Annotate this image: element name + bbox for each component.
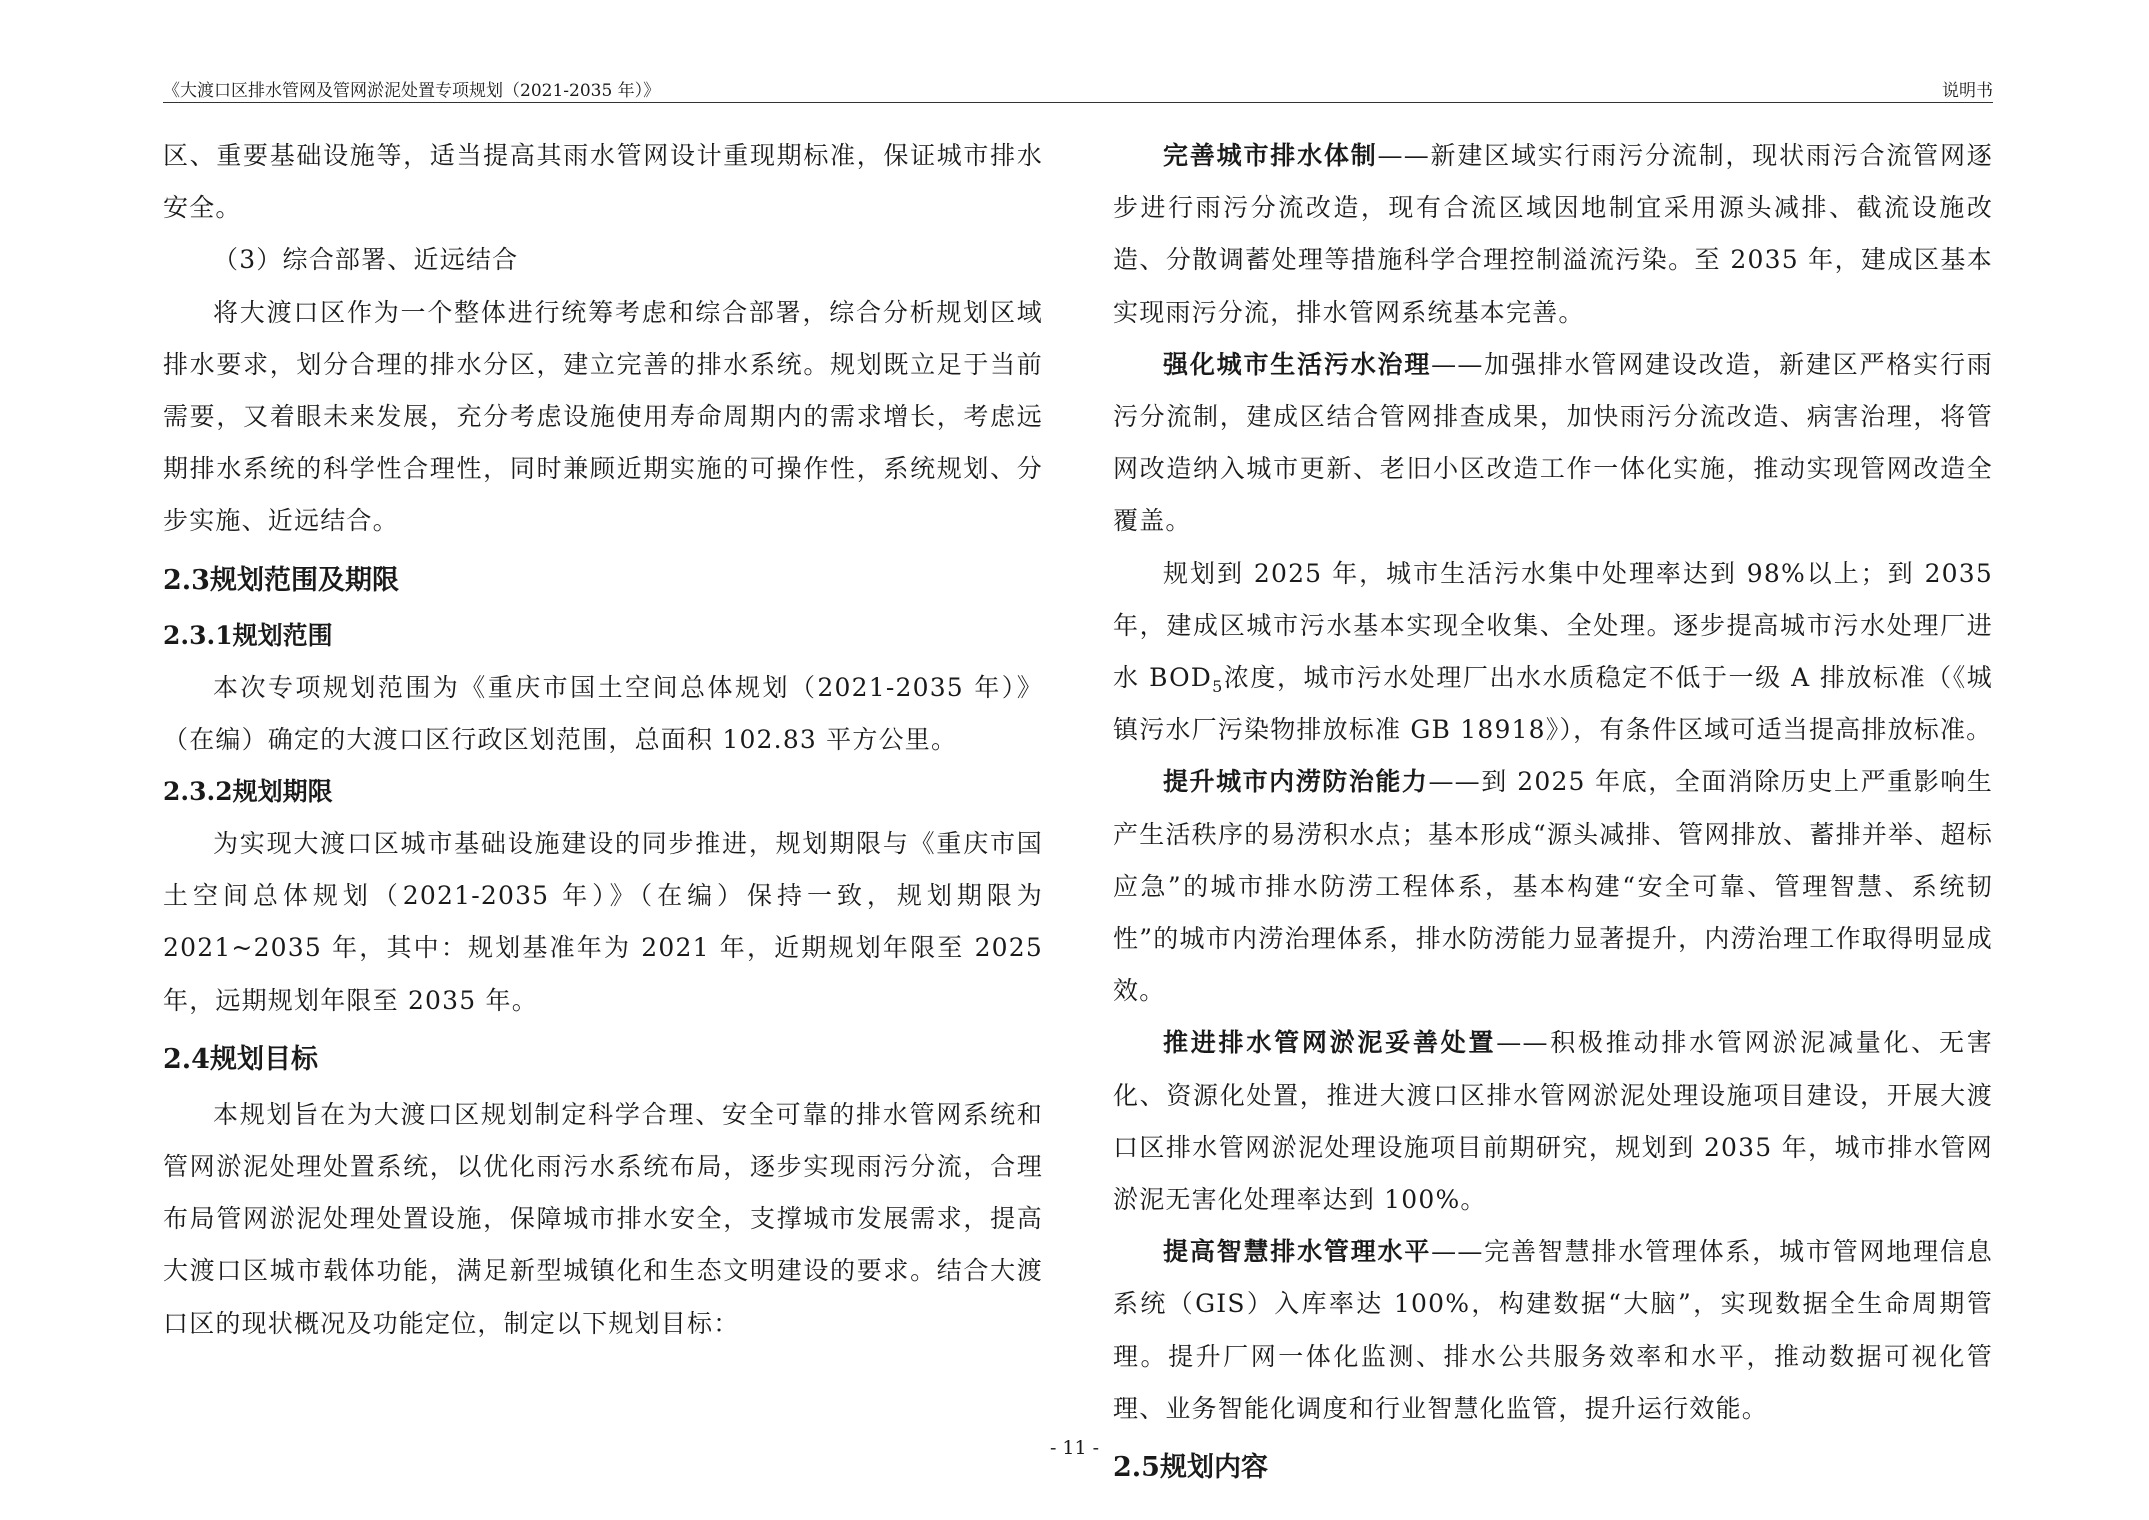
- goal-text: ——到 2025 年底，全面消除历史上严重影响生产生活秩序的易涝积水点；基本形成“源头减排、管网排放、蓄排并举、超标应急”的城市排水防涝工程体系，基本构建“安全可靠、管理智慧、系统韧性”的城市内涝治理体系，排水防涝能力显著提升，内涝治理工作取得明显成效。: [1113, 767, 1993, 1006]
- goal-paragraph: [1113, 1226, 1993, 1435]
- text-run: 规划到 2025 年，城市生活污水集中处理率达到 98%以上；到 2035 年，建成区城市污水基本实现全收集、全处理。逐步提高城市污水处理厂进水 BOD: [1113, 558, 1993, 693]
- goal-title: 完善城市排水体制: [1163, 141, 1378, 170]
- left-column: [163, 130, 1043, 1350]
- goal-paragraph: [1113, 130, 1993, 339]
- right-column: [1113, 130, 1993, 1497]
- goal-paragraph: [1113, 1017, 1993, 1226]
- goal-text: ——加强排水管网建设改造，新建区严格实行雨污分流制，建成区结合管网排查成果，加快雨污分流改造、病害治理，将管网改造纳入城市更新、老旧小区改造工作一体化实施，推动实现管网改造全覆盖。: [1113, 349, 1993, 536]
- goal-text: ——新建区域实行雨污分流制，现状雨污合流管网逐步进行雨污分流改造，现有合流区域因地制宜采用源头减排、截流设施改造、分散调蓄处理等措施科学合理控制溢流污染。至 2035 年，建成区基本实现雨污分流，排水管网系统基本完善。: [1113, 141, 1993, 327]
- document-type-label: 说明书: [1942, 81, 1993, 101]
- goal-text: ——完善智慧排水管理体系，城市管网地理信息系统（GIS）入库率达 100%，构建数据“大脑”，实现数据全生命周期管理。提升厂网一体化监测、排水公共服务效率和水平，推动数据可视化管理、业务智能化调度和行业智慧化监管，提升运行效能。: [1113, 1237, 1993, 1423]
- subscript: 5: [1212, 677, 1224, 697]
- principle-heading: （3）综合部署、近远结合: [213, 245, 519, 275]
- paragraph: [1113, 548, 1993, 757]
- goal-text: ——积极推动排水管网淤泥减量化、无害化、资源化处置，推进大渡口区排水管网淤泥处理设施项目建设，开展大渡口区排水管网淤泥处理设施项目前期研究，规划到 2035 年，城市排水管网淤泥无害化处理率达到 100%。: [1113, 1028, 1994, 1215]
- goal-title: 提升城市内涝防治能力: [1163, 767, 1429, 797]
- section-heading-2-4: 2.4规划目标: [163, 1043, 318, 1075]
- paragraph: 将大渡口区作为一个整体进行统筹考虑和综合部署，综合分析规划区域排水要求，划分合理的排水分区，建立完善的排水系统。规划既立足于当前需要，又着眼未来发展，充分考虑设施使用寿命周期内的需求增长，考虑远期排水系统的科学性合理性，同时兼顾近期实施的可操作性，系统规划、分步实施、近远结合。: [163, 297, 1043, 536]
- text-run: 浓度，城市污水处理厂出水水质稳定不低于一级 A 排放标准（《城镇污水厂污染物排放标准 GB 18918》），有条件区域可适当提高排放标准。: [1113, 663, 1994, 745]
- page-header: [163, 72, 1993, 103]
- goal-paragraph: [1113, 339, 1993, 548]
- goal-title: 推进排水管网淤泥妥善处置: [1163, 1028, 1497, 1058]
- goal-title: 强化城市生活污水治理: [1163, 349, 1432, 379]
- paragraph: 本规划旨在为大渡口区规划制定科学合理、安全可靠的排水管网系统和管网淤泥处理处置系统，以优化雨污水系统布局，逐步实现雨污分流，合理布局管网淤泥处理处置设施，保障城市排水安全，支撑城市发展需求，提高大渡口区城市载体功能，满足新型城镇化和生态文明建设的要求。结合大渡口区的现状概况及功能定位，制定以下规划目标：: [163, 1099, 1043, 1338]
- section-heading-2-5: 2.5规划内容: [1113, 1452, 1268, 1484]
- paragraph: 区、重要基础设施等，适当提高其雨水管网设计重现期标准，保证城市排水安全。: [163, 141, 1043, 223]
- section-heading-2-3: 2.3规划范围及期限: [163, 564, 399, 596]
- paragraph: 为实现大渡口区城市基础设施建设的同步推进，规划期限与《重庆市国土空间总体规划（2021-2035 年）》（在编）保持一致，规划期限为 2021~2035 年，其中：规划基准年为 2021 年，近期规划年限至 2025 年，远期规划年限至 2035 年。: [163, 829, 1043, 1015]
- document-title: 《大渡口区排水管网及管网淤泥处置专项规划（2021-2035 年）》: [163, 81, 661, 101]
- section-heading-2-3-2: 2.3.2规划期限: [163, 777, 333, 807]
- goal-title: 提高智慧排水管理水平: [1163, 1237, 1432, 1267]
- paragraph: 本次专项规划范围为《重庆市国土空间总体规划（2021-2035 年）》（在编）确定的大渡口区行政区划范围，总面积 102.83 平方公里。: [163, 672, 1043, 754]
- page-number: - 11 -: [1049, 1437, 1100, 1459]
- goal-paragraph: [1113, 756, 1993, 1017]
- section-heading-2-3-1: 2.3.1规划范围: [163, 620, 333, 650]
